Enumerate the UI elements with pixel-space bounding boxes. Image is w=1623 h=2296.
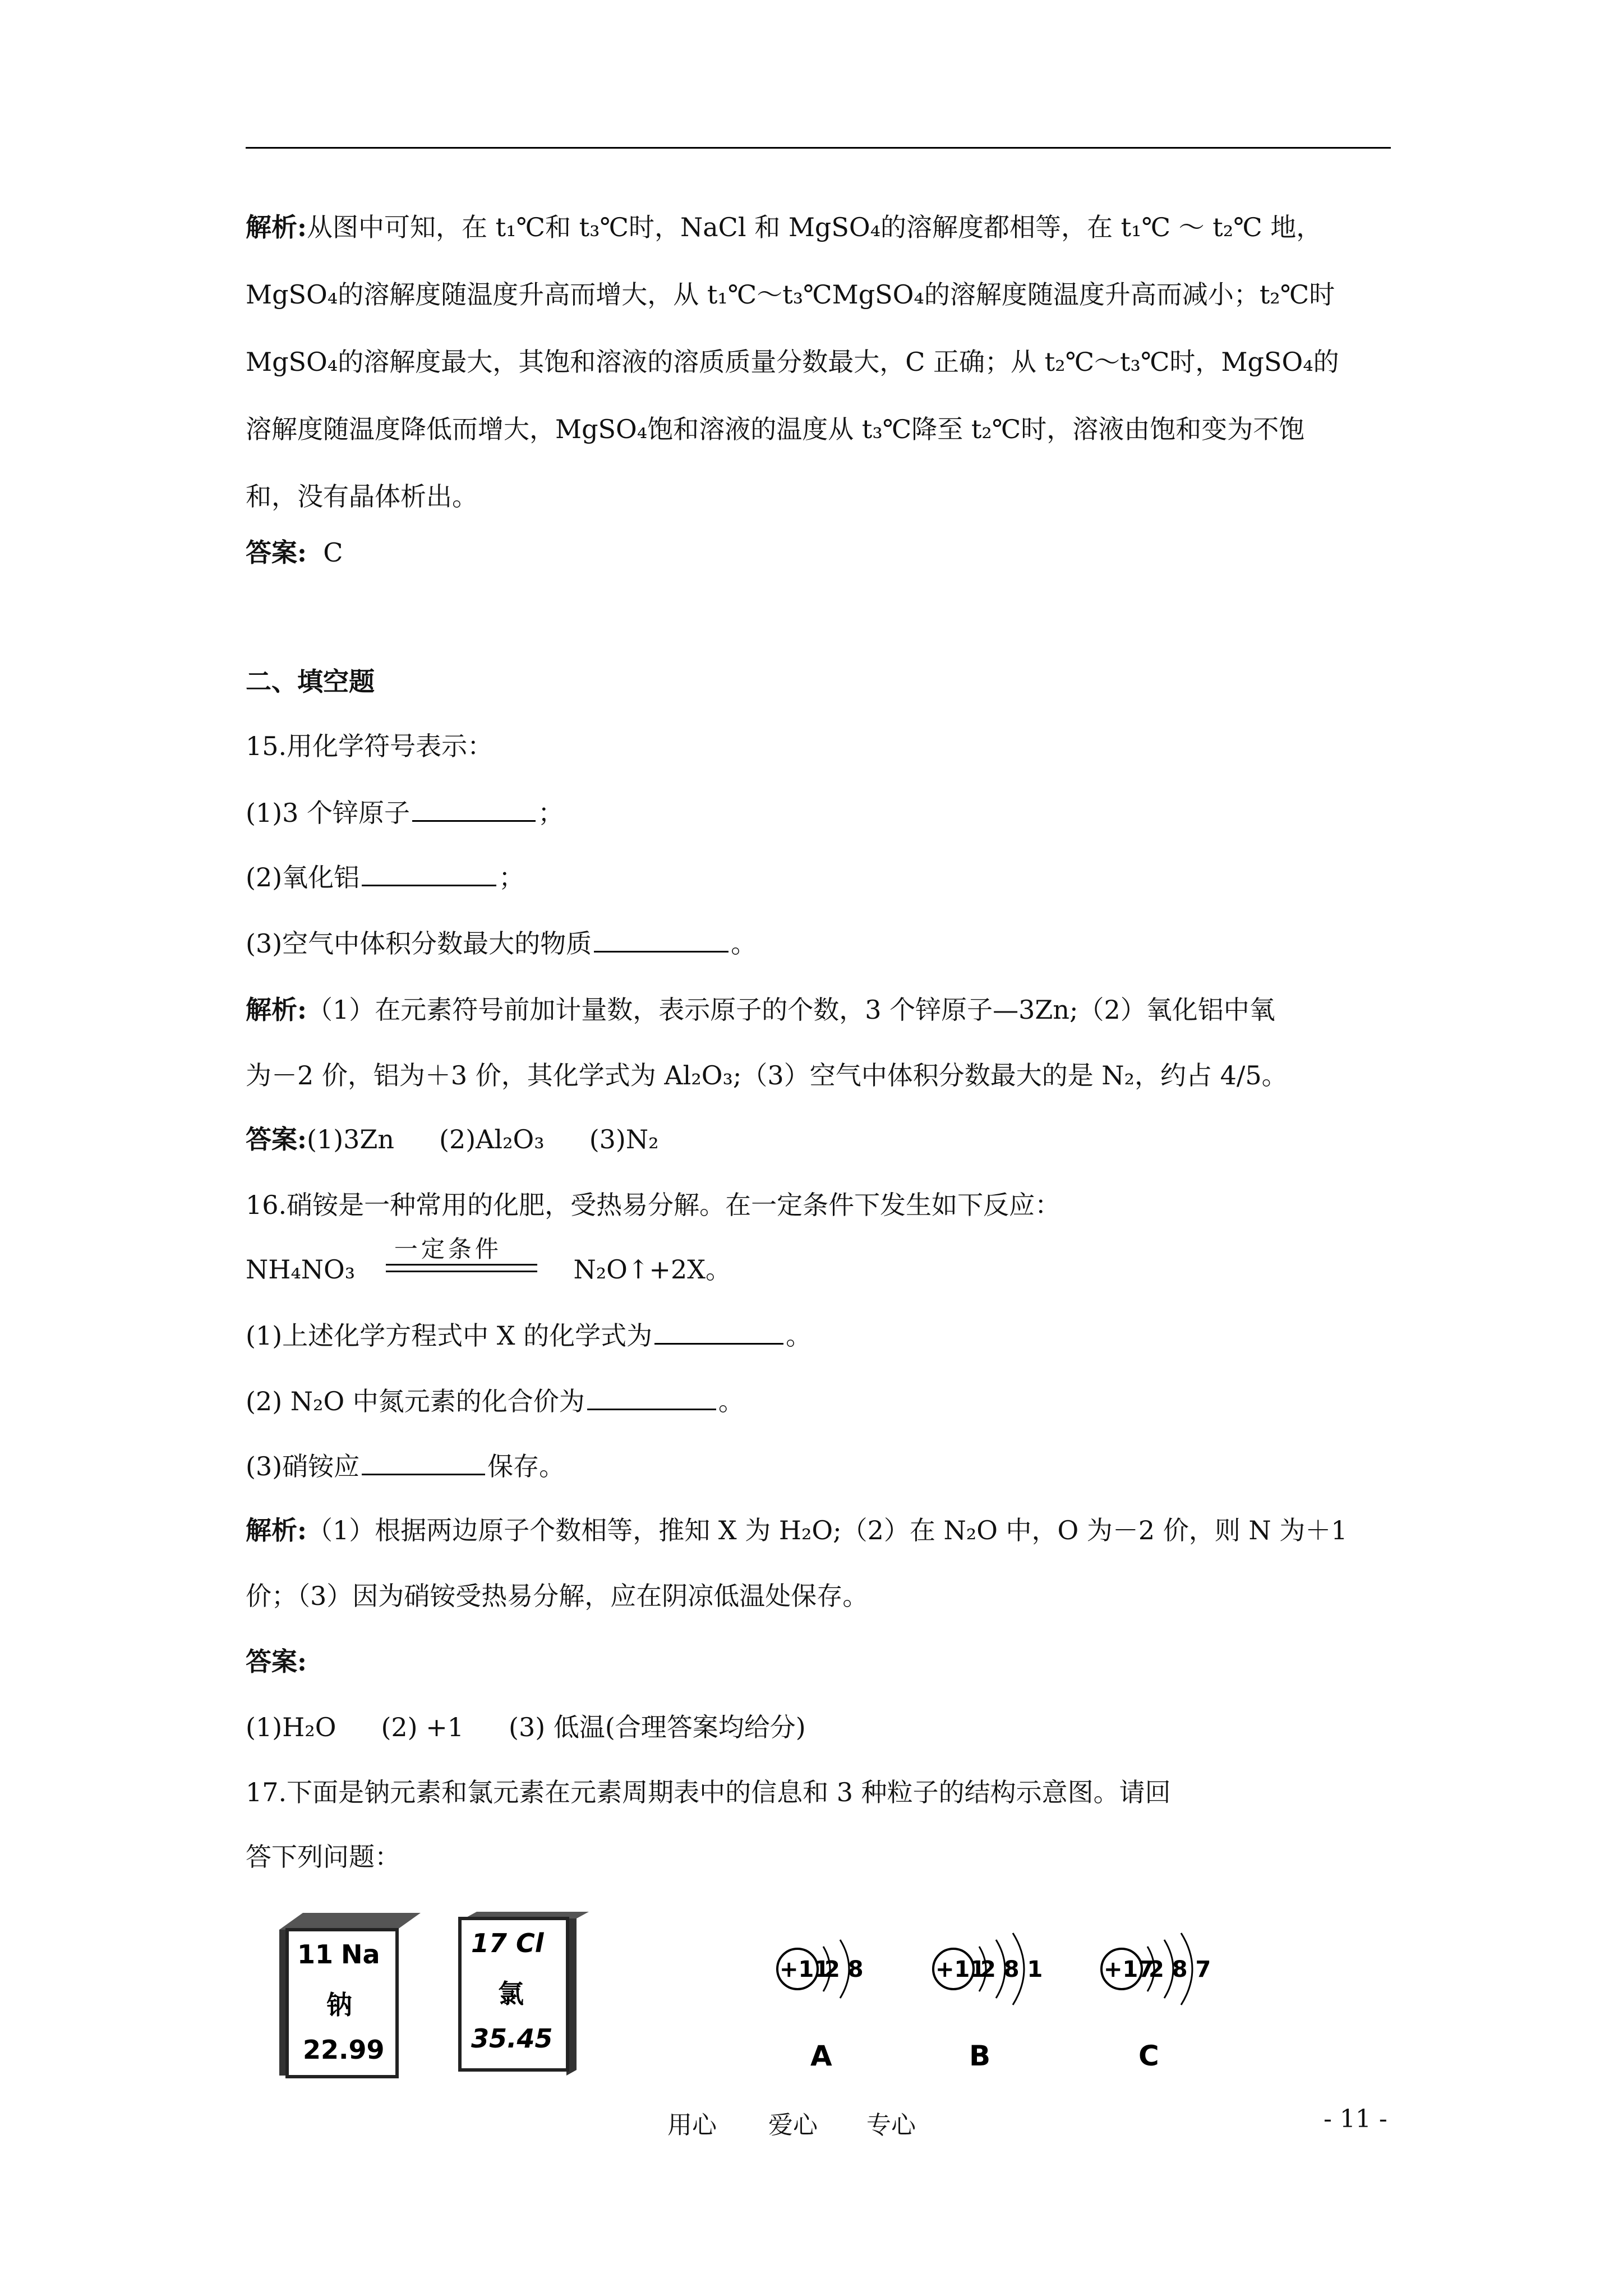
- question-part: [246, 1318, 811, 1352]
- part-text: (1)上述化学方程式中 X 的化学式为: [246, 1320, 653, 1351]
- chlorine-name: 氯: [498, 1978, 524, 2009]
- part-text: (3)硝铵应: [246, 1451, 360, 1481]
- question-stem: 17.下面是钠元素和氯元素在元素周期表中的信息和 3 种粒子的结构示意图。请回: [246, 1777, 1171, 1807]
- atom-b-diagram: [933, 1933, 1043, 2072]
- question-stem: 15.用化学符号表示：: [246, 731, 494, 761]
- atom-a-diagram: [777, 1940, 864, 2072]
- equation-product: N₂O↑+2X。: [573, 1254, 731, 1285]
- atom-a-label: A: [810, 2040, 832, 2072]
- answer-blank[interactable]: [412, 795, 536, 822]
- sodium-card: [279, 1913, 421, 2077]
- question-stem: 16.硝铵是一种常用的化肥，受热易分解。在一定条件下发生如下反应：: [246, 1190, 1061, 1220]
- equation-reactant: NH₄NO₃: [246, 1254, 356, 1285]
- answer-value: (1)H₂O: [246, 1712, 336, 1742]
- part-end: 。: [731, 928, 757, 959]
- chemical-equation: [246, 1235, 731, 1286]
- atom-c-label: C: [1138, 2040, 1159, 2072]
- sodium-name: 钠: [326, 1990, 352, 2020]
- atom-b-label: B: [969, 2040, 991, 2072]
- atom-structure-figure: [768, 1907, 1239, 2081]
- part-end: 保存。: [487, 1451, 565, 1481]
- atom-c-nucleus: +17: [1104, 1957, 1154, 1982]
- question-stem: 答下列问题：: [246, 1842, 400, 1872]
- answer-label: 答案:: [246, 537, 307, 568]
- question-part: [246, 1384, 744, 1418]
- answer-label: 答案:: [246, 1646, 307, 1677]
- explanation-line: [246, 210, 1322, 244]
- explanation-text: （1）在元素符号前加计量数，表示原子的个数，3 个锌原子—3Zn;（2）氧化铝中氧: [306, 995, 1275, 1025]
- sodium-mass: 22.99: [303, 2035, 385, 2065]
- atom-c-shells: 2 8 7: [1149, 1957, 1211, 1982]
- atom-b-nucleus: +11: [935, 1957, 986, 1982]
- explanation-line: MgSO₄的溶解度随温度升高而增大，从 t₁℃～t₃℃MgSO₄的溶解度随温度升高而减小；t₂℃时: [246, 279, 1335, 310]
- element-cards-figure: [275, 1907, 589, 2092]
- explanation-label: 解析:: [246, 212, 307, 242]
- part-text: (2)氧化铝: [246, 862, 360, 892]
- atom-b-shells: 2 8 1: [980, 1957, 1043, 1982]
- chlorine-symbol: Cl: [516, 1928, 544, 1958]
- answer-value: (3)N₂: [589, 1124, 659, 1154]
- explanation-line: [246, 993, 1275, 1027]
- atom-c-diagram: [1101, 1933, 1211, 2072]
- explanation-line: 和，没有晶体析出。: [246, 481, 478, 512]
- explanation-label: 解析:: [246, 1515, 307, 1545]
- question-part: [246, 1449, 565, 1483]
- answer-label: 答案:: [246, 1124, 307, 1154]
- answer-line: [246, 536, 343, 569]
- explanation-line: [246, 1513, 1348, 1547]
- equation-condition: 一定条件: [394, 1235, 502, 1263]
- footer-motto-3: 专心: [866, 2111, 916, 2139]
- chlorine-card: [460, 1912, 589, 2076]
- header-rule: [246, 147, 1391, 149]
- answer-blank[interactable]: [587, 1384, 716, 1410]
- atom-a-shells: 2 8: [824, 1957, 864, 1982]
- part-end: 。: [786, 1320, 812, 1351]
- part-text: (3)空气中体积分数最大的物质: [246, 928, 592, 959]
- sodium-symbol: Na: [341, 1939, 380, 1970]
- question-part: [246, 926, 757, 960]
- answer-line: [246, 1710, 806, 1744]
- sodium-number: 11: [297, 1939, 334, 1970]
- footer-motto-1: 用心: [667, 2111, 717, 2139]
- part-text: (1)3 个锌原子: [246, 798, 411, 828]
- explanation-line: 价；（3）因为硝铵受热易分解，应在阴凉低温处保存。: [246, 1581, 869, 1611]
- chlorine-mass: 35.45: [471, 2023, 553, 2054]
- explanation-text: 从图中可知，在 t₁℃和 t₃℃时，NaCl 和 MgSO₄的溶解度都相等，在 t₁℃ ～ t₂℃ 地，: [306, 212, 1322, 242]
- explanation-line: 为－2 价，铝为＋3 价，其化学式为 Al₂O₃;（3）空气中体积分数最大的是 N₂，约占 4/5。: [246, 1060, 1288, 1091]
- answer-value: C: [323, 537, 343, 568]
- answer-line: [246, 1122, 659, 1156]
- question-part: [246, 795, 564, 830]
- explanation-line: MgSO₄的溶解度最大，其饱和溶液的溶质质量分数最大，C 正确；从 t₂℃～t₃℃时，MgSO₄的: [246, 347, 1339, 377]
- equation-arrow: [386, 1235, 537, 1283]
- explanation-text: （1）根据两边原子个数相等，推知 X 为 H₂O;（2）在 N₂O 中，O 为－2 价，则 N 为＋1: [306, 1515, 1348, 1545]
- explanation-label: 解析:: [246, 995, 307, 1025]
- chlorine-number: 17: [471, 1928, 508, 1958]
- answer-value: (2)Al₂O₃: [439, 1124, 545, 1154]
- part-end: ；: [538, 798, 564, 828]
- answer-value: (1)3Zn: [306, 1124, 394, 1154]
- answer-blank[interactable]: [594, 926, 728, 953]
- answer-value: (3) 低温(合理答案均给分): [509, 1712, 806, 1742]
- part-end: 。: [718, 1386, 744, 1416]
- answer-blank[interactable]: [654, 1318, 783, 1345]
- atom-a-nucleus: +11: [780, 1957, 830, 1982]
- part-text: (2) N₂O 中氮元素的化合价为: [246, 1386, 585, 1416]
- section-heading: 二、填空题: [246, 666, 375, 697]
- question-part: [246, 860, 524, 894]
- page-number: - 11 -: [1324, 2105, 1387, 2133]
- explanation-line: 溶解度随温度降低而增大，MgSO₄饱和溶液的温度从 t₃℃降至 t₂℃时，溶液由饱和变为不饱: [246, 414, 1305, 444]
- footer-motto-2: 爱心: [768, 2111, 818, 2139]
- part-end: ；: [499, 862, 525, 892]
- answer-blank[interactable]: [362, 860, 496, 886]
- answer-blank[interactable]: [362, 1449, 485, 1475]
- answer-value: (2) +1: [381, 1712, 464, 1742]
